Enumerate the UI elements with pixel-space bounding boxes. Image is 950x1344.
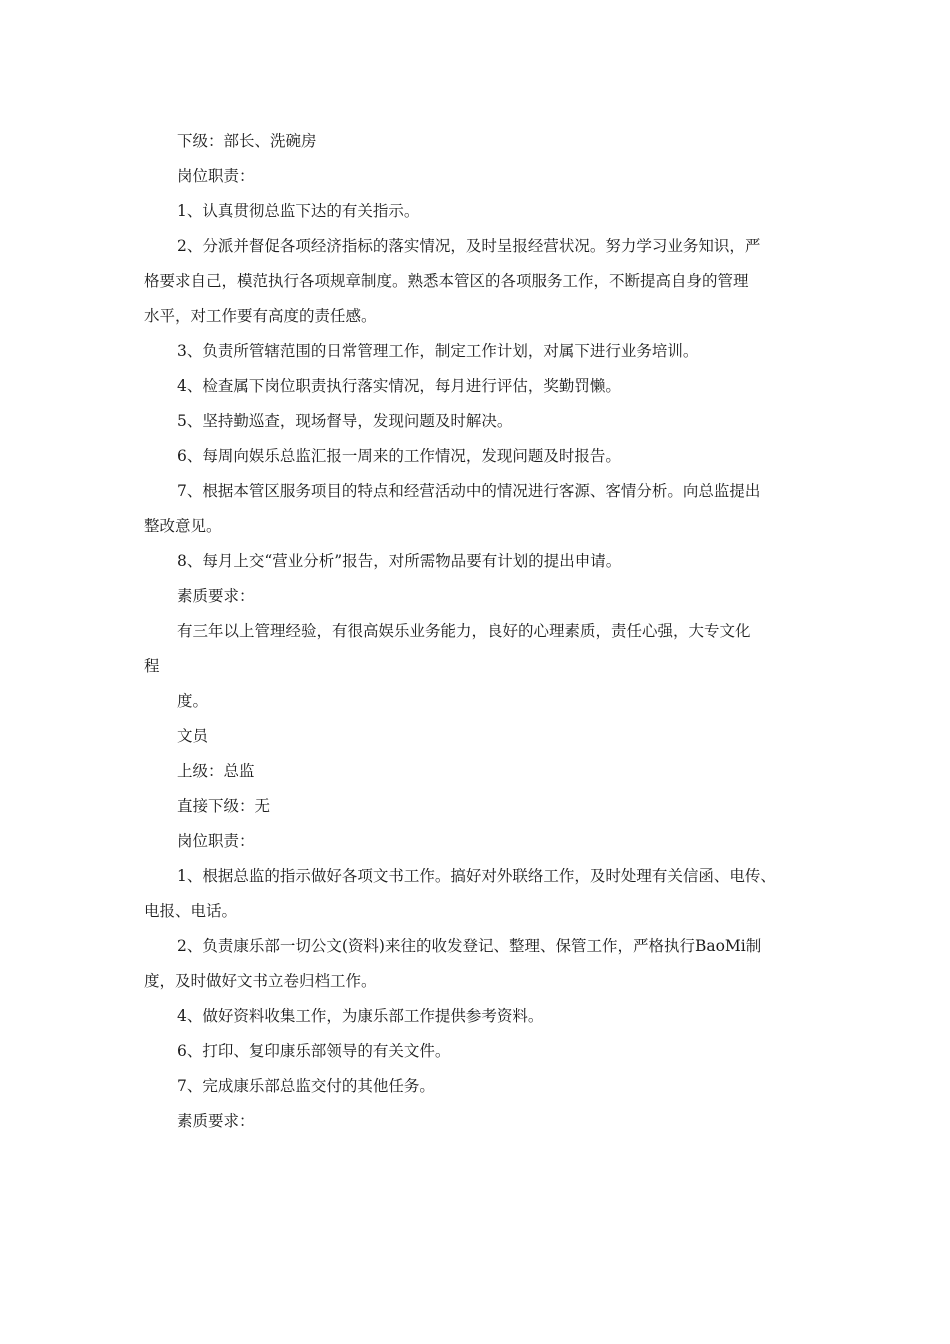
qualification-text-continuation: 程 (144, 657, 160, 675)
duty-item: 1、认真贯彻总监下达的有关指示。 (177, 202, 420, 220)
duty-item: 4、检查属下岗位职责执行落实情况，每月进行评估，奖勤罚懒。 (177, 377, 621, 395)
duty-item: 7、完成康乐部总监交付的其他任务。 (177, 1077, 435, 1095)
duty-item-continuation: 整改意见。 (144, 517, 222, 535)
duty-item-continuation: 格要求自己，模范执行各项规章制度。熟悉本管区的各项服务工作，不断提高自身的管理 (144, 272, 749, 290)
document-body (144, 124, 824, 1139)
duty-item-continuation: 水平，对工作要有高度的责任感。 (144, 307, 377, 325)
duty-item: 2、分派并督促各项经济指标的落实情况，及时呈报经营状况。努力学习业务知识，严 (177, 237, 761, 255)
subordinate-line: 直接下级：无 (177, 797, 271, 815)
duty-item: 6、打印、复印康乐部领导的有关文件。 (177, 1042, 451, 1060)
duty-item: 2、负责康乐部一切公文(资料)来往的收发登记、整理、保管工作，严格执行BaoMi制 (177, 937, 762, 955)
duty-item: 7、根据本管区服务项目的特点和经营活动中的情况进行客源、客情分析。向总监提出 (177, 482, 761, 500)
section-heading-qualifications: 素质要求： (177, 1112, 255, 1130)
duty-item: 5、坚持勤巡查，现场督导，发现问题及时解决。 (177, 412, 513, 430)
section-heading-qualifications: 素质要求： (177, 587, 255, 605)
section-heading-duties: 岗位职责： (177, 832, 255, 850)
qualification-text-continuation: 度。 (177, 692, 209, 710)
duty-item: 4、做好资料收集工作，为康乐部工作提供参考资料。 (177, 1007, 544, 1025)
duty-item: 8、每月上交“营业分析”报告，对所需物品要有计划的提出申请。 (177, 552, 622, 570)
superior-line: 上级：总监 (177, 762, 255, 780)
subordinate-line: 下级：部长、洗碗房 (177, 132, 317, 150)
duty-item-continuation: 度，及时做好文书立卷归档工作。 (144, 972, 377, 990)
duty-item-continuation: 电报、电话。 (144, 902, 238, 920)
duty-item: 3、负责所管辖范围的日常管理工作，制定工作计划，对属下进行业务培训。 (177, 342, 699, 360)
duty-item: 1、根据总监的指示做好各项文书工作。搞好对外联络工作，及时处理有关信函、电传、 (177, 867, 776, 885)
qualification-text: 有三年以上管理经验，有很高娱乐业务能力，良好的心理素质，责任心强，大专文化 (177, 622, 751, 640)
duty-item: 6、每周向娱乐总监汇报一周来的工作情况，发现问题及时报告。 (177, 447, 621, 465)
section-heading-duties: 岗位职责： (177, 167, 255, 185)
position-title-clerk: 文员 (177, 727, 209, 745)
